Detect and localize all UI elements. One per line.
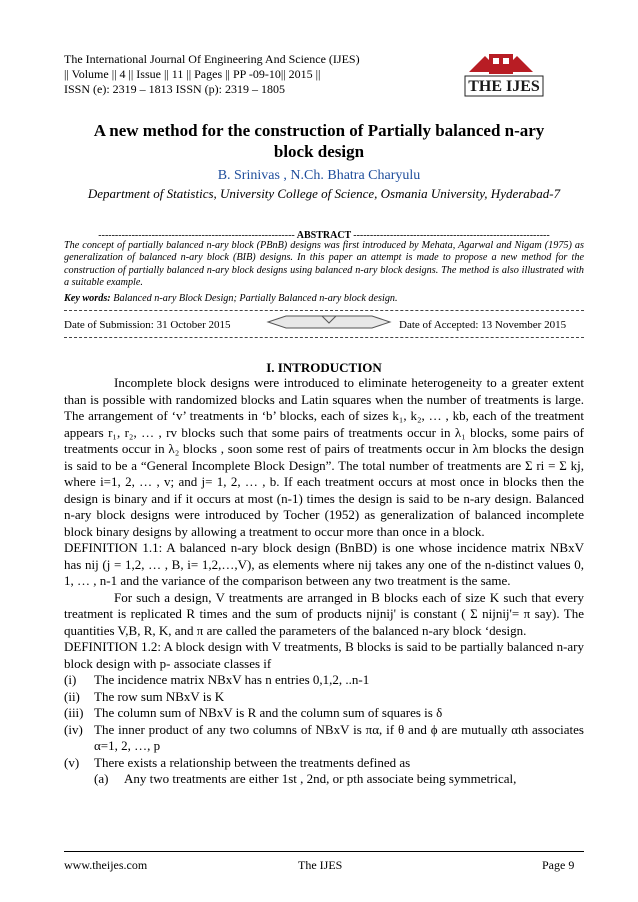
paragraph-intro: Incomplete block designs were introduced to eliminate heterogeneity to a greater extent than is possible with randomized blocks and Latin squares when the number of treatments is large. The arrangement of ‘v’ treatments in ‘b’ blocks, each of sizes k₁, k₂, … , kb, each of the treatment appears r₁, r₂, … , rv blocks such that some pairs of treatments occur in λ₁ blocks, some pairs of treatments occur in λ₂ blocks , soon some rest of pairs of treatments occur in λm blocks the design is said to be a “General Incomplete Block Design”. The total number of treatments are Σ ri = Σ kj, where i=1, 2, … , v; and j= 1, 2, … , b. If each treatment occurs at most once in blocks then the design is binary and if it occurs at most (n-1) times the design is said to be n-ary design. Balanced n-ary block designs were introduced by Tocher (1952) as generalization of balanced incomplete block binary designs by allowing a treatment to occur more than once in a block. [64, 375, 584, 539]
list-item: (iv) The inner product of any two columns of NBxV is πα, if θ and ϕ are mutually αth associates α=1, 2, …, p [64, 721, 584, 753]
keywords-text: Balanced n-ary Block Design; Partially Balanced n-ary block design. [110, 293, 398, 304]
issn-line: ISSN (e): 2319 – 1813 ISSN (p): 2319 – 1805 [64, 82, 285, 96]
list-item: (ii) The row sum NBxV is K [64, 688, 225, 704]
footer-page-number: Page 9 [542, 858, 575, 872]
title-line-1: A new method for the construction of Partially balanced n-ary [93, 121, 545, 140]
footer-rule [64, 851, 584, 852]
paragraph-definition-1-1: DEFINITION 1.1: A balanced n-ary block design (BnBD) is one whose incidence matrix NBxV has nij (j = 1,2, … , B, i= 1,2,…,V), as elements where nij takes any one of the n-distinct values 0, 1, … , n-1 and the variance of the comparison between any two treatment is the same. [64, 540, 584, 588]
list-subitem: (a) Any two treatments are either 1st , 2nd, or pth associate being symmetrical, [94, 771, 517, 786]
volume-line: || Volume || 4 || Issue || 11 || Pages || PP -09-10|| 2015 || [64, 67, 321, 81]
abstract-heading-line: ----------------------------------------------------------- ABSTRACT ----------------------------------------------------------- [98, 230, 550, 241]
keywords-label: Key words: [64, 293, 111, 304]
list-item: (i) The incidence matrix NBxV has n entries 0,1,2, ..n-1 [64, 672, 370, 687]
keywords [64, 293, 584, 304]
list-item: (iii) The column sum of NBxV is R and the column sum of squares is δ [64, 705, 443, 720]
divider-top [64, 310, 584, 311]
date-arrow-graphic [266, 313, 392, 331]
ijes-logo [461, 48, 547, 100]
footer-website[interactable]: www.theijes.com [64, 858, 148, 872]
paper-title [60, 120, 578, 162]
paragraph-parameters: For such a design, V treatments are arranged in B blocks each of size K such that every treatment is replicated R times and the sum of products nijnij' is constant ( Σ nijnij'= π say). The quantities V,B, R, K, and π are called the parameters of the balanced n-ary block ‘design. [64, 589, 584, 638]
department: Department of Statistics, University College of Science, Osmania University, Hyderabad-7 [87, 186, 561, 201]
paragraph-definition-1-2: DEFINITION 1.2: A block design with V treatments, B blocks is said to be partially balanced n-ary block design with p- associate classes if [64, 639, 584, 671]
section-heading: I. INTRODUCTION [266, 360, 382, 375]
abstract-label: ABSTRACT [296, 230, 352, 241]
title-line-2: block design [273, 142, 365, 161]
abstract-text: The concept of partially balanced n-ary block (PBnB) designs was first introduced by Mehata, Agarwal and Nigam (1975) as generalization of balanced n-ary block (BIB) designs. In this paper an attempt is made to propose a new method for the construction of partially balanced n-ary block designs using balanced n-ary block designs. The method is also illustrated with a suitable example. [64, 240, 584, 289]
submission-date: Date of Submission: 31 October 2015 [64, 319, 231, 331]
body-text [64, 375, 584, 788]
footer-journal: The IJES [298, 858, 343, 872]
list-item: (v) There exists a relationship between the treatments defined as [64, 754, 411, 770]
authors: B. Srinivas , N.Ch. Bhatra Charyulu [217, 168, 421, 183]
logo-text: THE IJES [468, 78, 540, 95]
accepted-date: Date of Accepted: 13 November 2015 [399, 319, 567, 331]
divider-bottom [64, 337, 584, 338]
journal-name: The International Journal Of Engineering And Science (IJES) [64, 52, 360, 66]
